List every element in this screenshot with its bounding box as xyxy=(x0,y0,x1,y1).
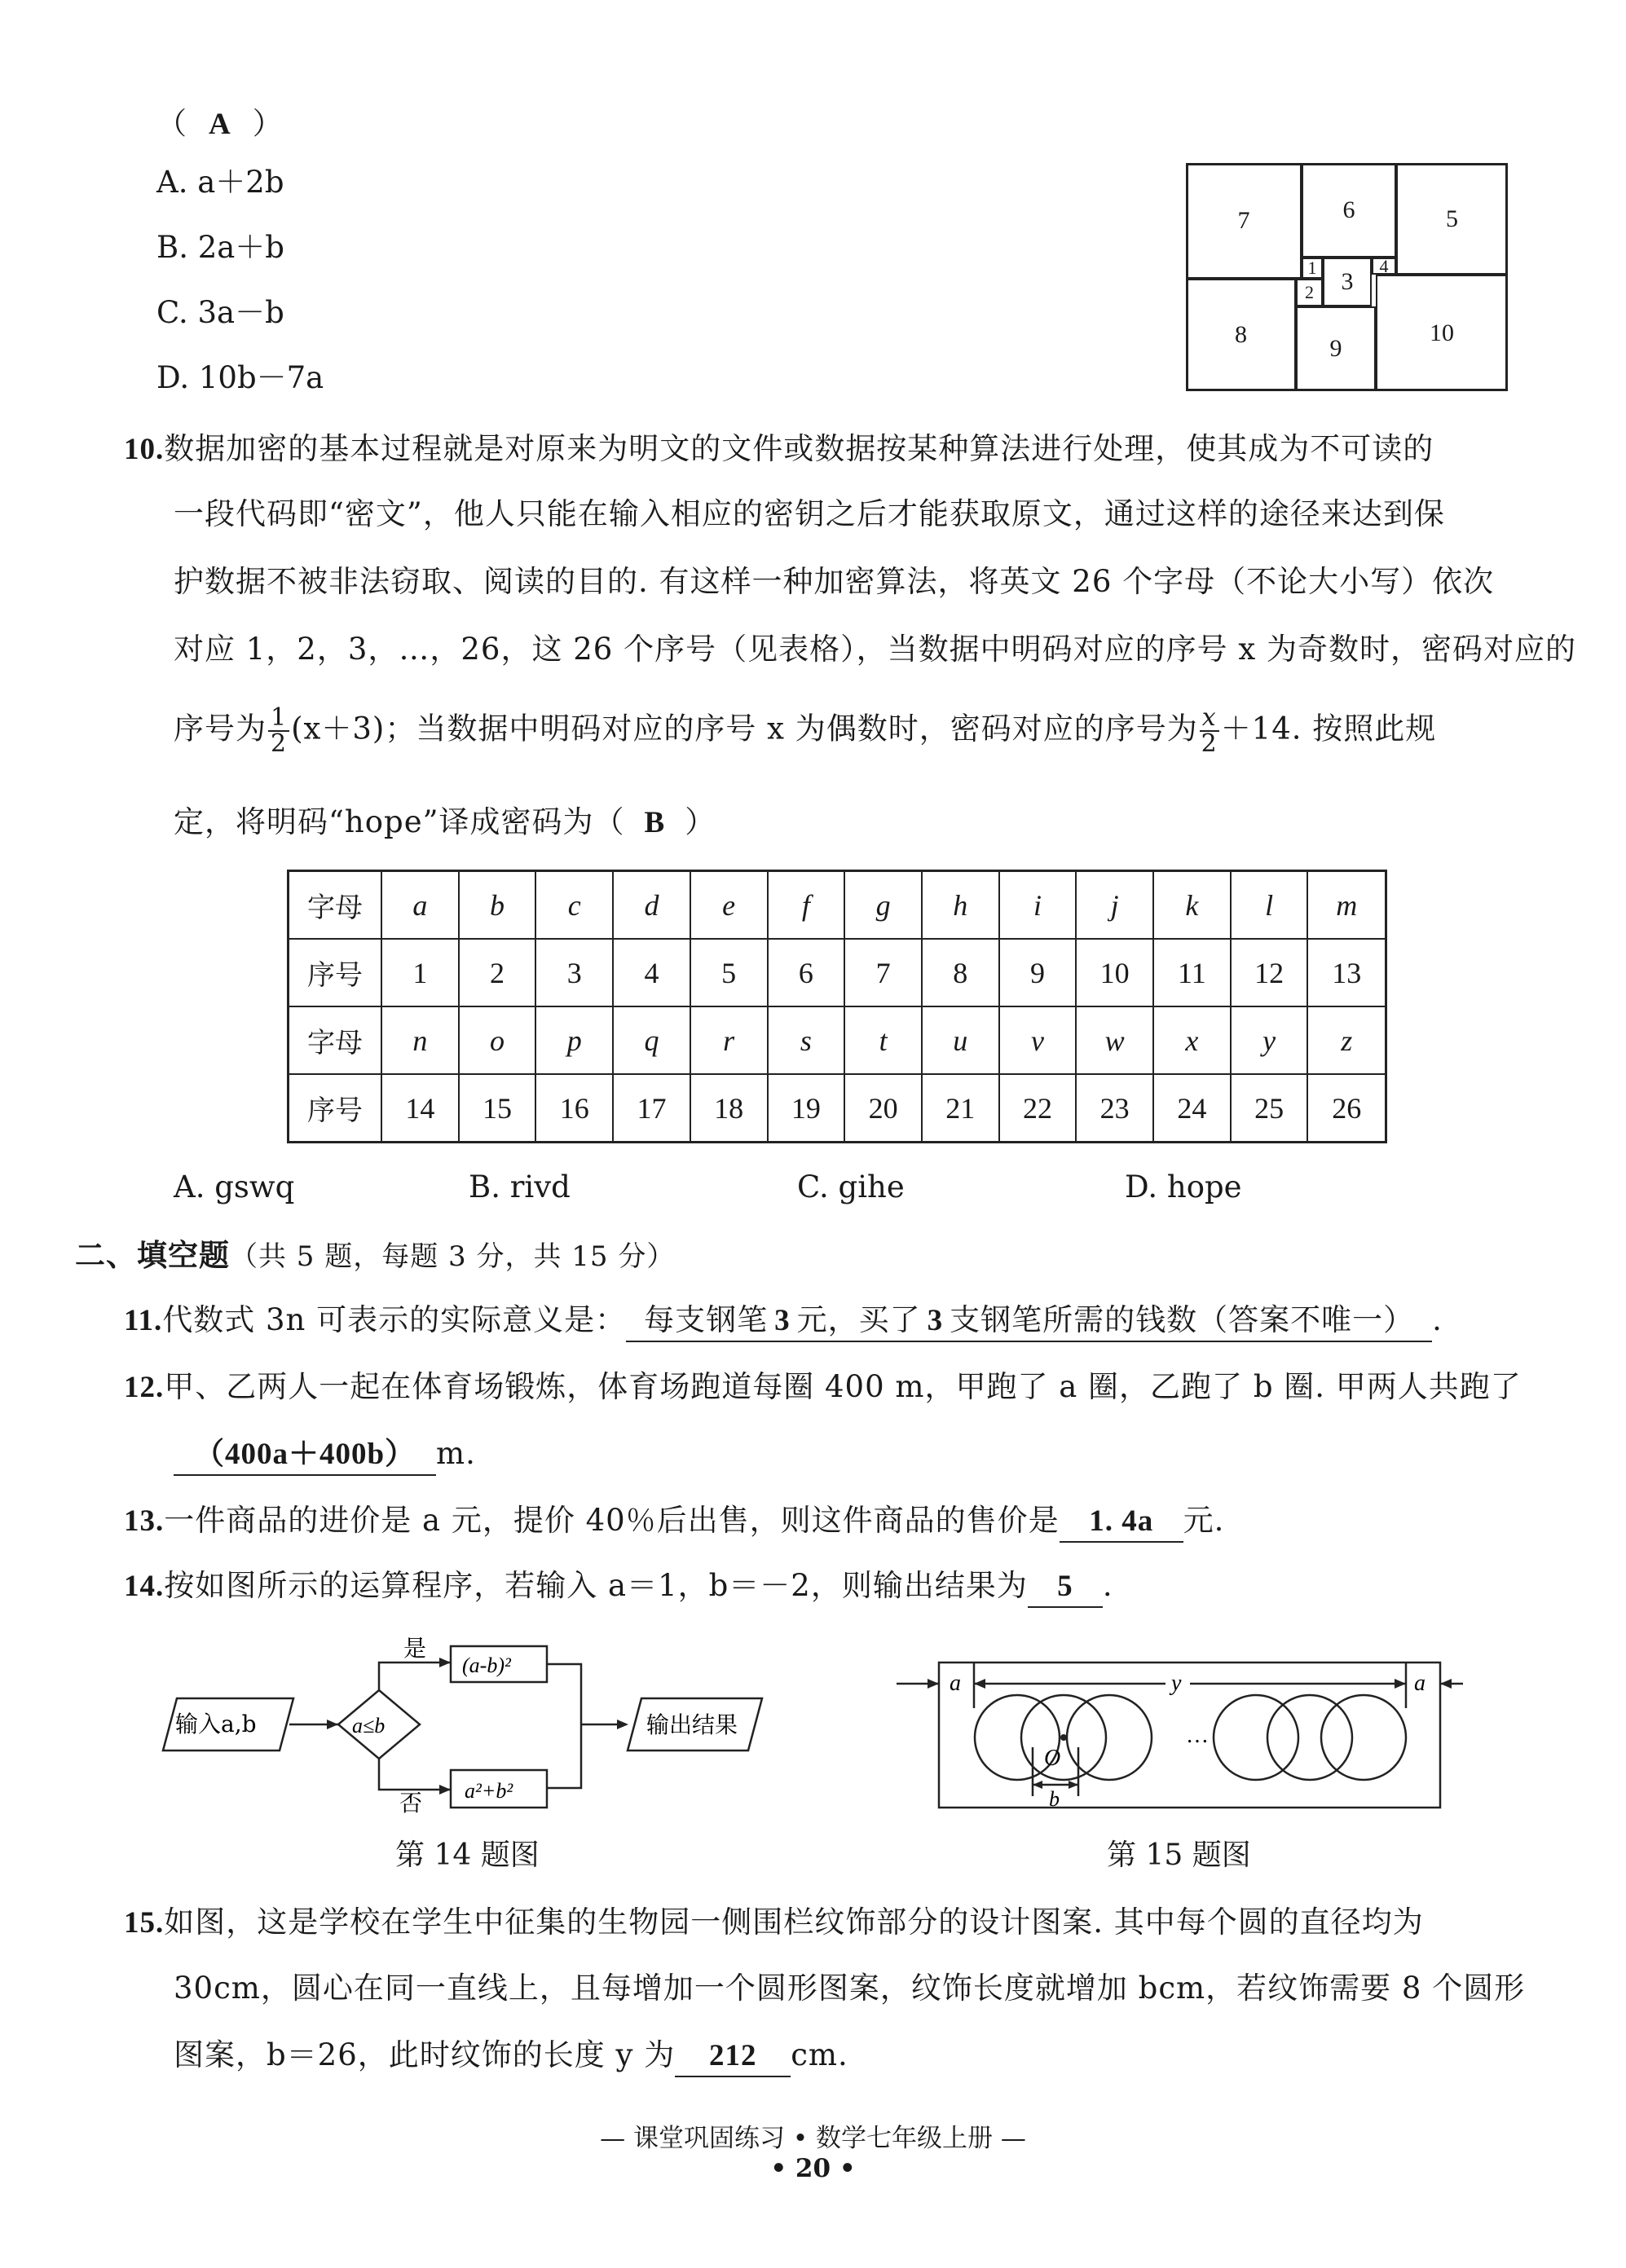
q14-line: 14.按如图所示的运算程序，若输入 a＝1，b＝－2，则输出结果为 5 . xyxy=(124,1566,1113,1608)
figure-14-caption: 第 14 题图 xyxy=(395,1839,540,1872)
square-5: 5 xyxy=(1396,163,1508,275)
q9-answer: A xyxy=(209,108,231,141)
flow-top-label: (a-b)² xyxy=(462,1654,511,1677)
q10-line-5: 序号为 $\frac{1}{2}$ (x＋3)；当数据中明码对应的序号 x 为偶数时，密码对应的序号为 $\frac{x}{2}$ ＋14. 按照此规 xyxy=(174,703,1437,758)
fraction-half: $\frac{1}{2}$ xyxy=(268,706,289,756)
table-row: 字母 n o p q r s t u v w x y z xyxy=(289,1006,1386,1074)
q10-line-4: 对应 1，2，3，…，26，这 26 个序号（见表格），当数据中明码对应的序号 x 为奇数时，密码对应的 xyxy=(174,632,1576,667)
table-row: 序号 14 15 16 17 18 19 20 21 22 23 24 25 26 xyxy=(289,1074,1386,1143)
cipher-table xyxy=(287,870,1387,1143)
fraction-x-over-2: $\frac{x}{2}$ xyxy=(1201,703,1218,758)
label-dots: … xyxy=(1186,1723,1209,1748)
square-4: 4 xyxy=(1372,258,1396,275)
q10-line-3: 护数据不被非法窃取、阅读的目的. 有这样一种加密算法，将英文 26 个字母（不论大小写）依次 xyxy=(174,564,1495,599)
q10-line-2: 一段代码即“密文”，他人只能在输入相应的密钥之后才能获取原文，通过这样的途径来达到保 xyxy=(174,496,1445,531)
page-number: • 20 • xyxy=(770,2154,856,2183)
q13-answer: 1. 4a xyxy=(1060,1502,1183,1543)
q10-line-6: 定，将明码“hope”译成密码为（ B ） xyxy=(174,804,716,839)
flow-condition-label: a≤b xyxy=(352,1714,386,1737)
footer-title: — 课堂巩固练习 • 数学七年级上册 — xyxy=(600,2124,1026,2153)
square-2: 2 xyxy=(1296,279,1323,306)
q10-number: 10. xyxy=(124,433,165,466)
q11-answer-blank: 每支钢笔 3 元，买了 3 支钢笔所需的钱数（答案不唯一） xyxy=(626,1301,1432,1342)
q11-line: 11.代数式 3n 可表示的实际意义是： 每支钢笔 3 元，买了 3 支钢笔所需的钱数（答案不唯一） . xyxy=(124,1301,1443,1342)
label-a-right: a xyxy=(1414,1671,1426,1696)
label-y: y xyxy=(1171,1671,1182,1696)
q9-option-b: B. 2a＋b xyxy=(156,230,284,265)
circle-3 xyxy=(1067,1695,1152,1780)
q9-option-a: A. a＋2b xyxy=(156,165,284,200)
q9-option-d: D. 10b－7a xyxy=(156,360,324,395)
square-7: 7 xyxy=(1186,163,1302,279)
flow-output-label: 输出结果 xyxy=(646,1711,738,1738)
q12-answer: （400a＋400b） xyxy=(174,1435,436,1476)
section-2-title: 二、填空题（共 5 题，每题 3 分，共 15 分） xyxy=(75,1237,676,1273)
q9-answer-line: （ A ） xyxy=(156,106,284,141)
square-10: 10 xyxy=(1376,275,1508,391)
table-row: 字母 a b c d e f g h i j k l m xyxy=(289,871,1386,940)
q13-line: 13.一件商品的进价是 a 元，提价 40％后出售，则这件商品的售价是 1. 4a 元. xyxy=(124,1501,1224,1543)
square-8: 8 xyxy=(1186,279,1296,391)
q15-line-3: 图案，b＝26，此时纹饰的长度 y 为 212 cm. xyxy=(174,2036,848,2077)
table-row: 序号 1 2 3 4 5 6 7 8 9 10 11 12 13 xyxy=(289,939,1386,1006)
q14-answer: 5 xyxy=(1028,1567,1103,1608)
flow-yes-label: 是 xyxy=(403,1635,427,1662)
q15-answer: 212 xyxy=(675,2037,791,2077)
q12-line-2: （400a＋400b） m. xyxy=(174,1434,476,1476)
flow-input-label: 输入a,b xyxy=(175,1711,257,1737)
q15-line-1: 15.如图，这是学校在学生中征集的生物园一侧围栏纹饰部分的设计图案. 其中每个圆的直径均为 xyxy=(124,1905,1424,1940)
q10-option-a: A. gswq xyxy=(174,1169,295,1204)
q10-option-c: C. gihe xyxy=(797,1169,905,1204)
circle-4 xyxy=(1214,1695,1298,1780)
circle-5 xyxy=(1267,1695,1352,1780)
circles-figure xyxy=(892,1654,1479,1817)
label-b: b xyxy=(1049,1787,1060,1811)
square-9: 9 xyxy=(1296,306,1376,391)
flow-bottom-label: a²+b² xyxy=(465,1779,513,1803)
figure-15-caption: 第 15 题图 xyxy=(1107,1839,1251,1872)
q10-option-d: D. hope xyxy=(1125,1169,1242,1204)
q15-line-2: 30cm，圆心在同一直线上，且每增加一个圆形图案，纹饰长度就增加 bcm，若纹饰需要 8 个圆形 xyxy=(174,1971,1526,2006)
label-a-left: a xyxy=(950,1671,961,1696)
q9-option-c: C. 3a－b xyxy=(156,295,284,330)
flowchart-figure xyxy=(159,1630,778,1817)
square-1: 1 xyxy=(1302,258,1323,279)
q10-line-1: 10.数据加密的基本过程就是对原来为明文的文件或数据按某种算法进行处理，使其成为不可读的 xyxy=(124,431,1434,466)
q12-line-1: 12.甲、乙两人一起在体育场锻炼，体育场跑道每圈 400 m，甲跑了 a 圈，乙跑了 b 圈. 甲两人共跑了 xyxy=(124,1369,1522,1404)
square-3: 3 xyxy=(1323,258,1372,306)
flow-no-label: 否 xyxy=(399,1790,423,1817)
square-6: 6 xyxy=(1302,163,1396,258)
q10-answer: B xyxy=(644,806,666,839)
q10-option-b: B. rivd xyxy=(469,1169,571,1204)
label-o: O xyxy=(1044,1746,1061,1771)
circle-6 xyxy=(1321,1695,1406,1780)
